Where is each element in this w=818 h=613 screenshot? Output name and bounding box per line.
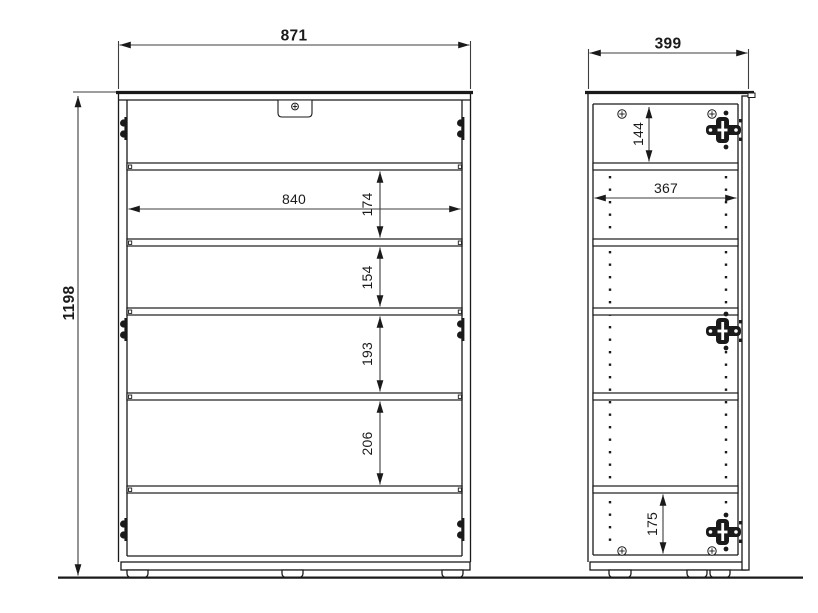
shelf-support — [129, 488, 132, 491]
dim-bottom-compartment — [644, 495, 663, 554]
foot — [127, 570, 148, 578]
side-hinges — [706, 111, 742, 552]
dim-label: 193 — [359, 342, 375, 366]
dim-shelf-gap-3 — [359, 317, 380, 392]
hinge-icon — [706, 513, 742, 552]
shelf-support — [458, 165, 461, 168]
dim-shelf-gap-4 — [359, 402, 380, 485]
dim-label: 154 — [359, 265, 375, 290]
shelf — [127, 163, 462, 170]
door-top-lip — [748, 93, 755, 98]
shelf — [127, 393, 462, 400]
dim-label: 144 — [630, 122, 646, 146]
hinge-icon — [120, 518, 127, 541]
cam-lock-icon — [278, 101, 312, 118]
shelf-support — [129, 165, 132, 168]
dim-shelf-gap-2 — [359, 248, 380, 307]
foot — [282, 570, 303, 578]
shelf — [593, 308, 738, 315]
dim-inner-depth — [595, 180, 737, 198]
door-panel — [742, 96, 749, 570]
shelf — [127, 239, 462, 246]
shelf-support — [458, 488, 461, 491]
shelf-support — [458, 310, 461, 313]
shelf-support — [458, 241, 461, 244]
dim-inner-width — [129, 191, 461, 209]
shelf — [127, 486, 462, 493]
dim-label: 367 — [654, 180, 678, 196]
shelf-support — [129, 395, 132, 398]
dim-top-compartment — [630, 107, 649, 162]
foot — [710, 570, 730, 578]
shelf — [593, 163, 738, 170]
dim-overall-height — [61, 92, 116, 576]
dim-label: 1198 — [61, 285, 78, 321]
screw-icon — [708, 110, 716, 118]
shelf — [593, 239, 738, 246]
screw-icon — [618, 110, 626, 118]
side-plinth — [590, 562, 746, 570]
shelf — [593, 393, 738, 400]
shelf-support — [129, 241, 132, 244]
hinge-icon — [706, 312, 742, 351]
shelf — [127, 308, 462, 315]
shelf-support — [129, 310, 132, 313]
shelf — [593, 486, 738, 493]
shelf-support — [458, 395, 461, 398]
screw-icon — [618, 547, 626, 555]
dim-label: 175 — [644, 512, 660, 536]
screw-icon — [708, 547, 716, 555]
foot — [442, 570, 463, 578]
foot — [609, 570, 631, 578]
front-view — [61, 28, 473, 578]
dim-label: 399 — [654, 35, 682, 53]
hinge-icon — [457, 117, 464, 140]
side-view — [585, 36, 755, 578]
dim-overall-depth — [589, 36, 749, 90]
hinge-icon — [120, 318, 127, 341]
dim-label: 871 — [280, 27, 308, 45]
dim-label: 174 — [359, 192, 375, 217]
front-shelves — [127, 163, 462, 493]
hinge-icon — [120, 117, 127, 140]
dim-shelf-gap-1 — [359, 172, 380, 238]
dim-overall-width — [119, 28, 471, 90]
foot — [687, 570, 707, 578]
hinge-icon — [457, 318, 464, 341]
cabinet-plinth — [121, 562, 470, 570]
hinge-icon — [457, 518, 464, 541]
front-hinges — [120, 117, 464, 541]
dim-label: 206 — [359, 431, 375, 456]
dim-label: 840 — [282, 191, 306, 207]
